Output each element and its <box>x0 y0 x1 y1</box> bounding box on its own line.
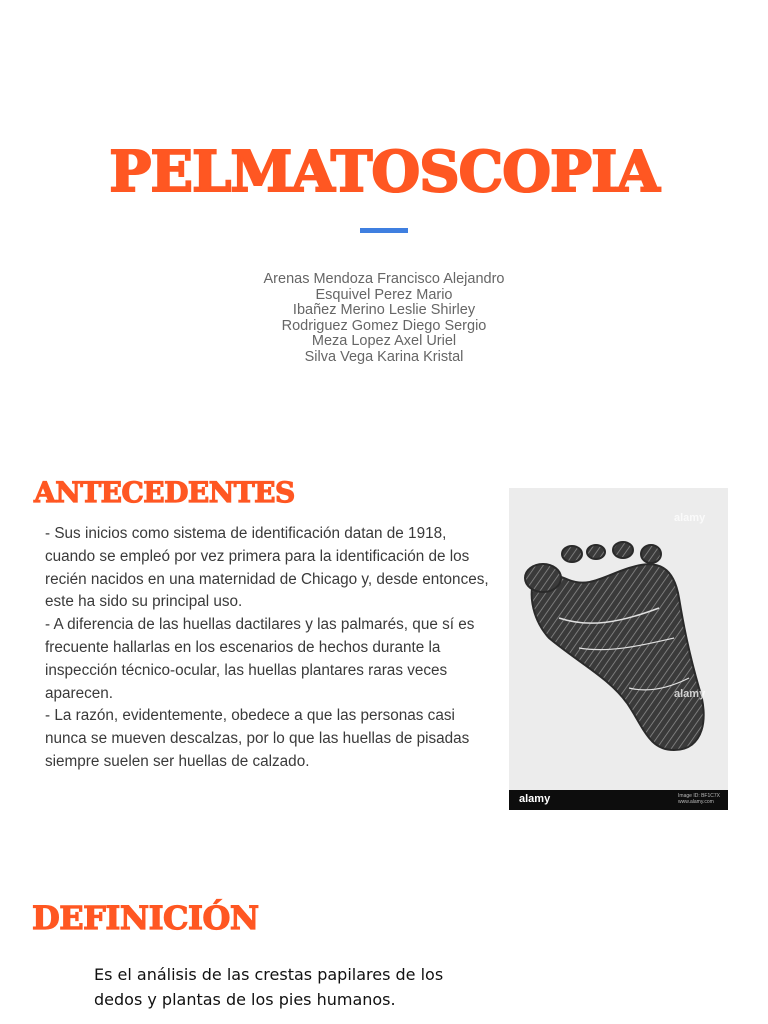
author-list <box>0 272 768 365</box>
author-name: Meza Lopez Axel Uriel <box>311 333 457 349</box>
paragraph: - A diferencia de las huellas dactilares y las palmarés, que sí es frecuente hallarlas en los escenarios de hechos durante la inspección técnico-ocular, las huellas plantares raras veces aparecen. <box>45 616 475 702</box>
watermark-text: alamy <box>674 512 706 524</box>
brand-logo: alamy <box>519 793 551 805</box>
watermark-text: alamy <box>674 688 706 700</box>
antecedentes-body <box>45 523 495 774</box>
definicion-heading: DEFINICIÓN <box>32 899 259 937</box>
image-id: Image ID: BF1C7X <box>678 793 720 799</box>
author-name: Silva Vega Karina Kristal <box>304 348 464 365</box>
document-title: PELMATOSCOPIA <box>109 139 659 205</box>
image-url: www.alamy.com <box>678 799 714 805</box>
title-underline <box>360 228 408 233</box>
author-name: Rodriguez Gomez Diego Sergio <box>281 317 487 334</box>
paragraph: - Sus inicios como sistema de identificación datan de 1918, cuando se empleó por vez primera para la identificación de los recién nacidos en una maternidad de Chicago y, desde entonces, este ha sido su principal uso. <box>45 525 489 611</box>
definicion-text: Es el análisis de las crestas papilares de los dedos y plantas de los pies humanos. <box>94 965 444 1009</box>
paragraph: - La razón, evidentemente, obedece a que las personas casi nunca se mueven descalzas, por lo que las huellas de pisadas siempre suelen ser huellas de calzado. <box>45 707 470 770</box>
author-name: Esquivel Perez Mario <box>315 286 453 303</box>
image-meta <box>678 793 720 805</box>
photo-credit-bar <box>509 790 728 810</box>
author-name: Arenas Mendoza Francisco Alejandro <box>263 271 505 287</box>
footprint-photo <box>509 488 728 810</box>
author-name: Ibañez Merino Leslie Shirley <box>292 302 476 318</box>
footprint-illustration <box>509 488 728 810</box>
antecedentes-heading: ANTECEDENTES <box>34 476 295 509</box>
